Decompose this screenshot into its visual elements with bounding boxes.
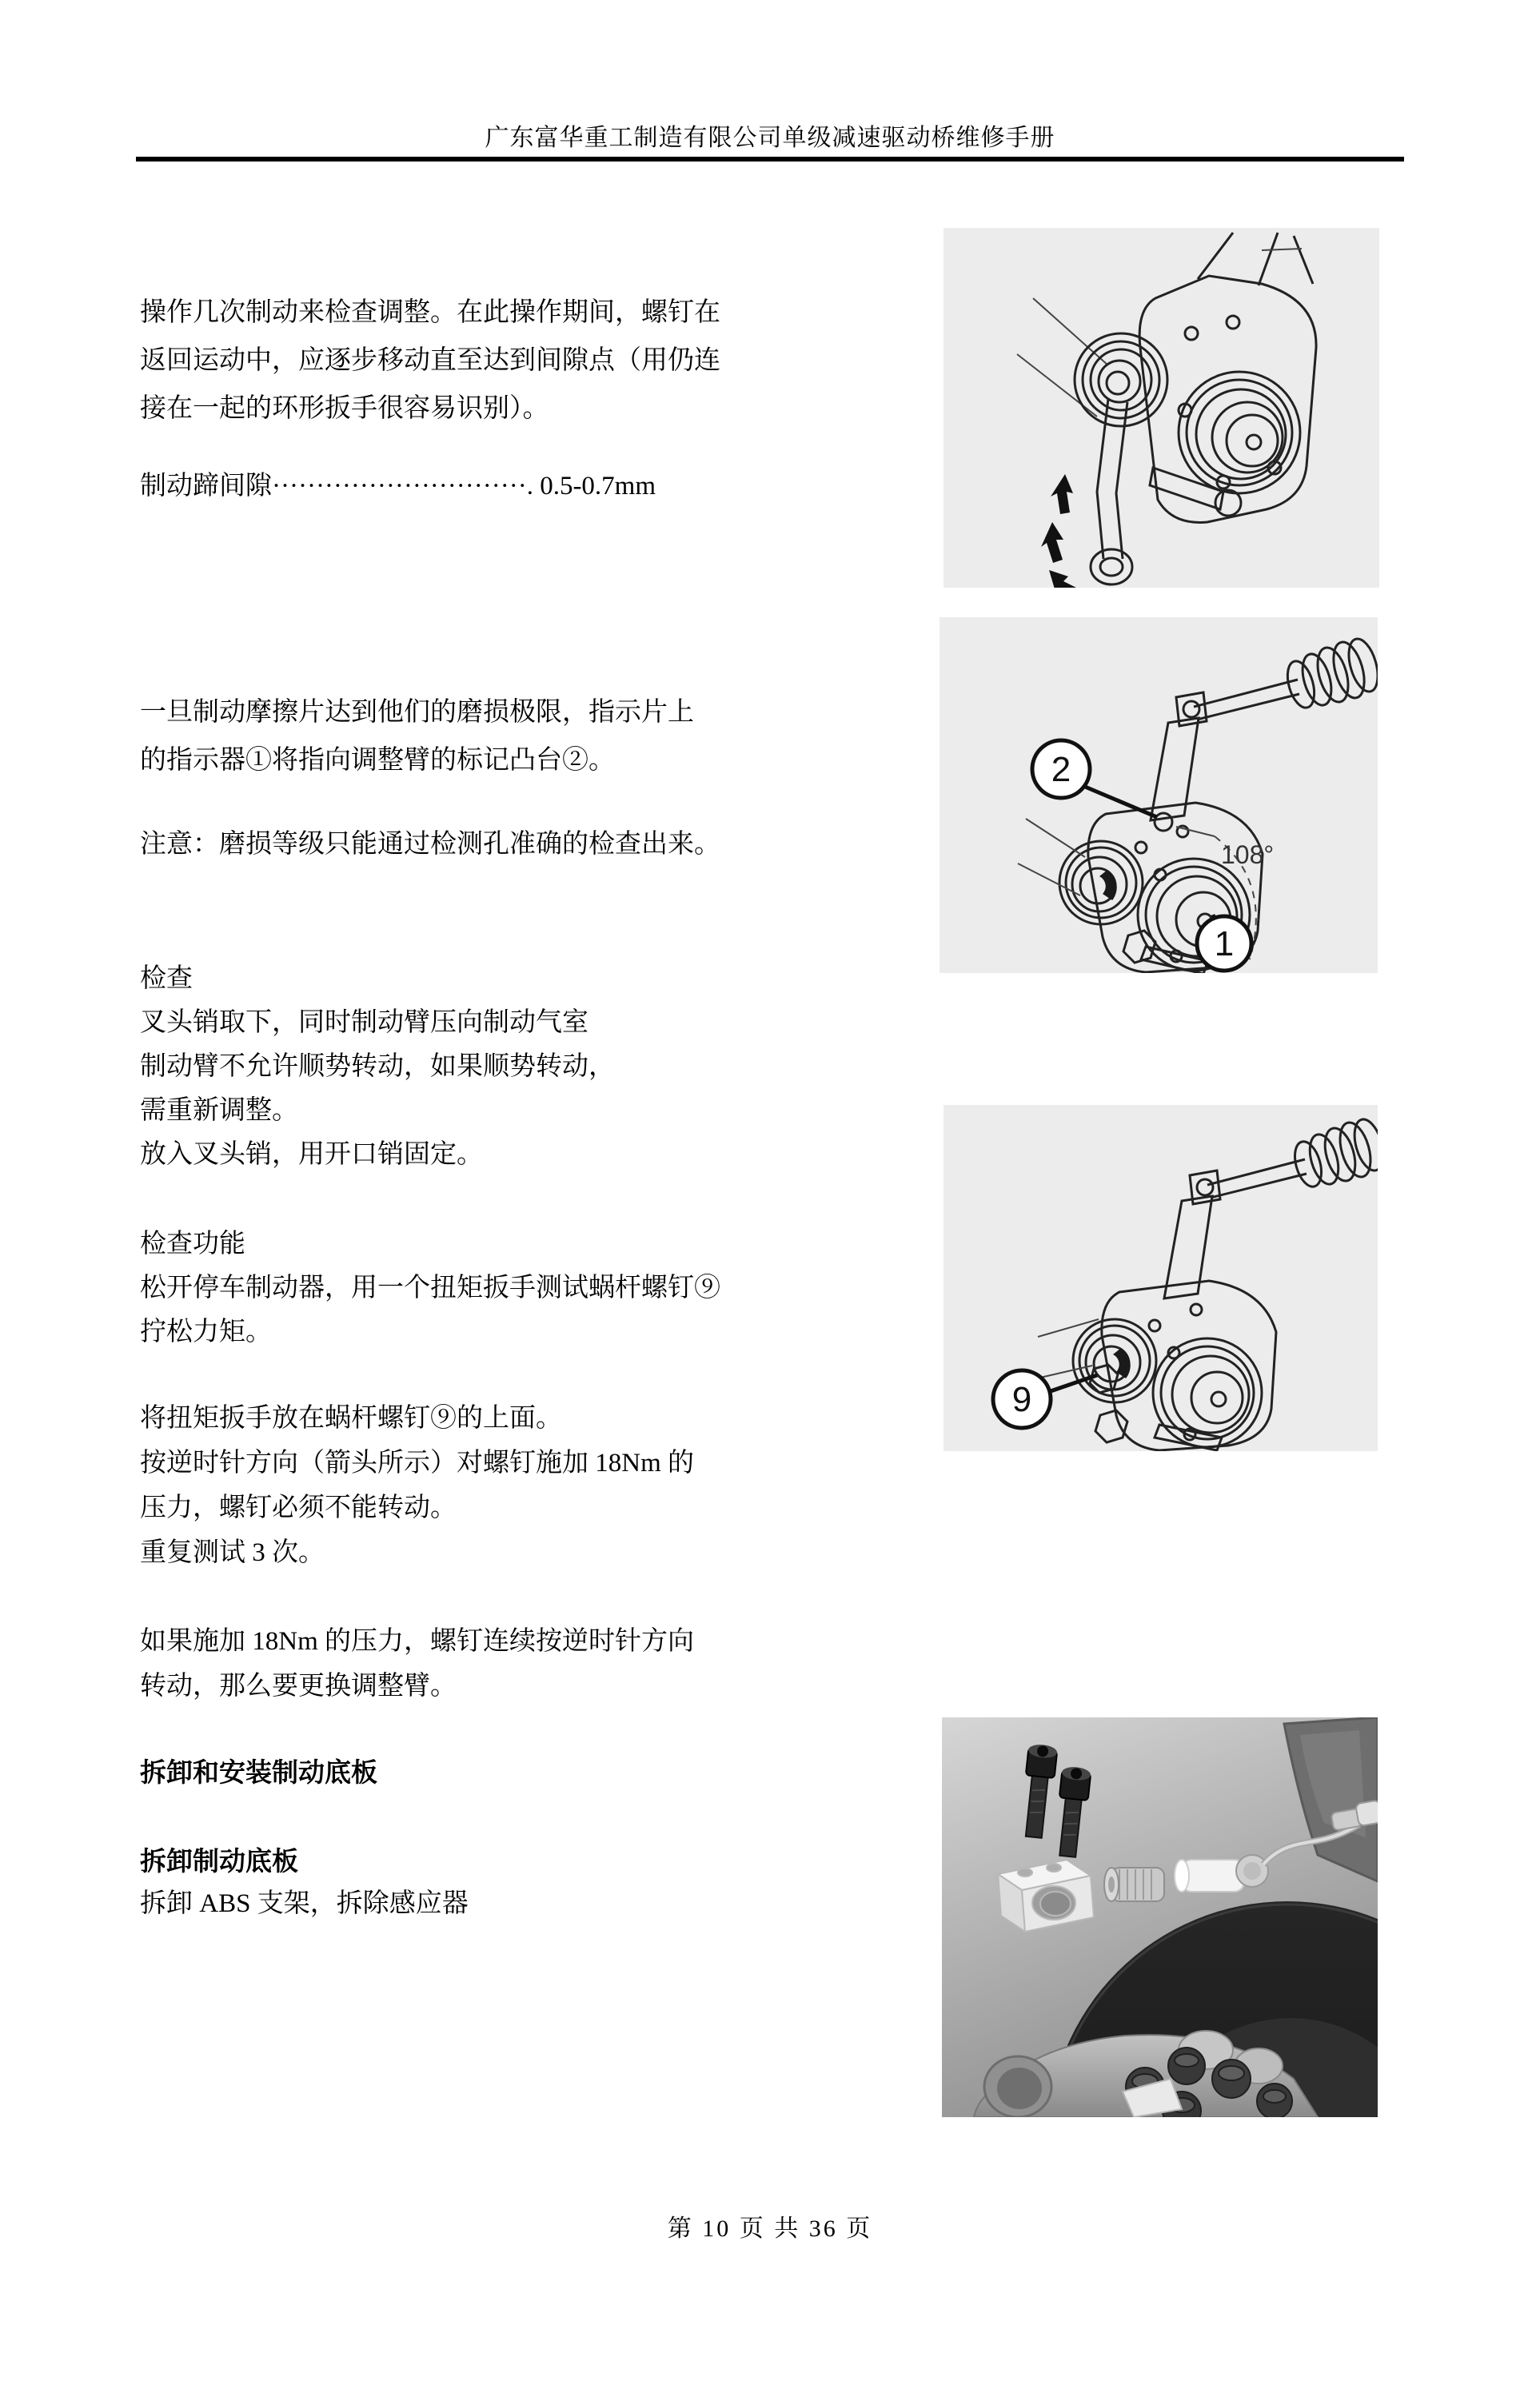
figure-wear-indicator (940, 617, 1378, 973)
text-line: 的指示器①将指向调整臂的标记凸台②。 (140, 746, 615, 775)
knurled-bushing (1104, 1868, 1164, 1901)
worm-screw-drawing (944, 1105, 1378, 1451)
page-footer: 第 10 页 共 36 页 (667, 2215, 873, 2242)
heading-text: 拆卸和安装制动底板 (140, 1759, 377, 1788)
text-line: 重复测试 3 次。 (140, 1538, 325, 1567)
text-line: 一旦制动摩擦片达到他们的磨损极限，指示片上 (140, 698, 694, 727)
figure-worm-screw (944, 1105, 1378, 1451)
paragraph-abs-bracket (140, 1882, 932, 1926)
page-header-title: 广东富华重工制造有限公司单级减速驱动桥维修手册 (485, 125, 1055, 151)
text-line: 拆卸 ABS 支架，拆除感应器 (140, 1889, 469, 1918)
figure-background (940, 617, 1378, 973)
section-check-function (140, 1222, 932, 1354)
brake-shoe-clearance-spec (140, 469, 932, 504)
paragraph-torque-test (140, 1396, 932, 1575)
text-line: 如果施加 18Nm 的压力，螺钉连续按逆时针方向 (140, 1627, 694, 1656)
section-title: 检查 (140, 964, 193, 993)
text-line: 放入叉头销，用开口销固定。 (140, 1140, 483, 1169)
slack-adjuster-wrench-drawing (944, 228, 1379, 588)
figure-abs-sensor-render (942, 1717, 1378, 2117)
paragraph-wear-limit (140, 688, 932, 784)
text-line: 制动臂不允许顺势转动，如果顺势转动， (140, 1052, 615, 1081)
header-rule (136, 157, 1404, 162)
heading-remove-backplate (140, 1841, 932, 1884)
wear-indicator-drawing (940, 617, 1378, 973)
text-line: 拧松力矩。 (140, 1318, 272, 1346)
text-line: 操作几次制动来检查调整。在此操作期间，螺钉在 (140, 298, 720, 327)
abs-sensor (1175, 1855, 1268, 1892)
heading-remove-install-backplate (140, 1752, 932, 1796)
text-line: 叉头销取下，同时制动臂压向制动气室 (140, 1008, 588, 1037)
text-line: 按逆时针方向（箭头所示）对螺钉施加 18Nm 的 (140, 1449, 694, 1478)
text-line: 松开停车制动器，用一个扭矩扳手测试蜗杆螺钉⑨ (140, 1274, 720, 1302)
abs-sensor-render (942, 1717, 1378, 2117)
text-line: 接在一起的环形扳手很容易识别）。 (140, 394, 549, 423)
section-title: 检查功能 (140, 1230, 245, 1258)
heading-text: 拆卸制动底板 (140, 1848, 298, 1876)
figure-background (944, 228, 1379, 588)
section-inspection (140, 957, 932, 1177)
text-line: 压力，螺钉必须不能转动。 (140, 1494, 457, 1522)
callout-1 (1197, 915, 1251, 971)
figure-slack-adjuster-wrench (944, 228, 1379, 588)
text-line: 将扭矩扳手放在蜗杆螺钉⑨的上面。 (140, 1404, 562, 1433)
paragraph-adjust-check (140, 289, 932, 433)
text-line: 需重新调整。 (140, 1096, 298, 1125)
text-line: 返回运动中，应逐步移动直至达到间隙点（用仍连 (140, 346, 720, 375)
angle-label: 108° (1221, 840, 1275, 869)
note-wear-level (140, 820, 932, 868)
callout-9-label: 9 (1011, 1380, 1032, 1419)
text-line: 转动，那么要更换调整臂。 (140, 1672, 457, 1701)
callout-1-label: 1 (1214, 924, 1235, 963)
text-line: 注意：磨损等级只能通过检测孔准确的检查出来。 (140, 830, 720, 859)
text-line: 制动蹄间隙·····························. 0.5-0.7mm (140, 472, 656, 501)
callout-2-label: 2 (1051, 750, 1071, 789)
sensor-clamp-block (998, 1860, 1094, 1932)
paragraph-replace-arm (140, 1619, 932, 1709)
